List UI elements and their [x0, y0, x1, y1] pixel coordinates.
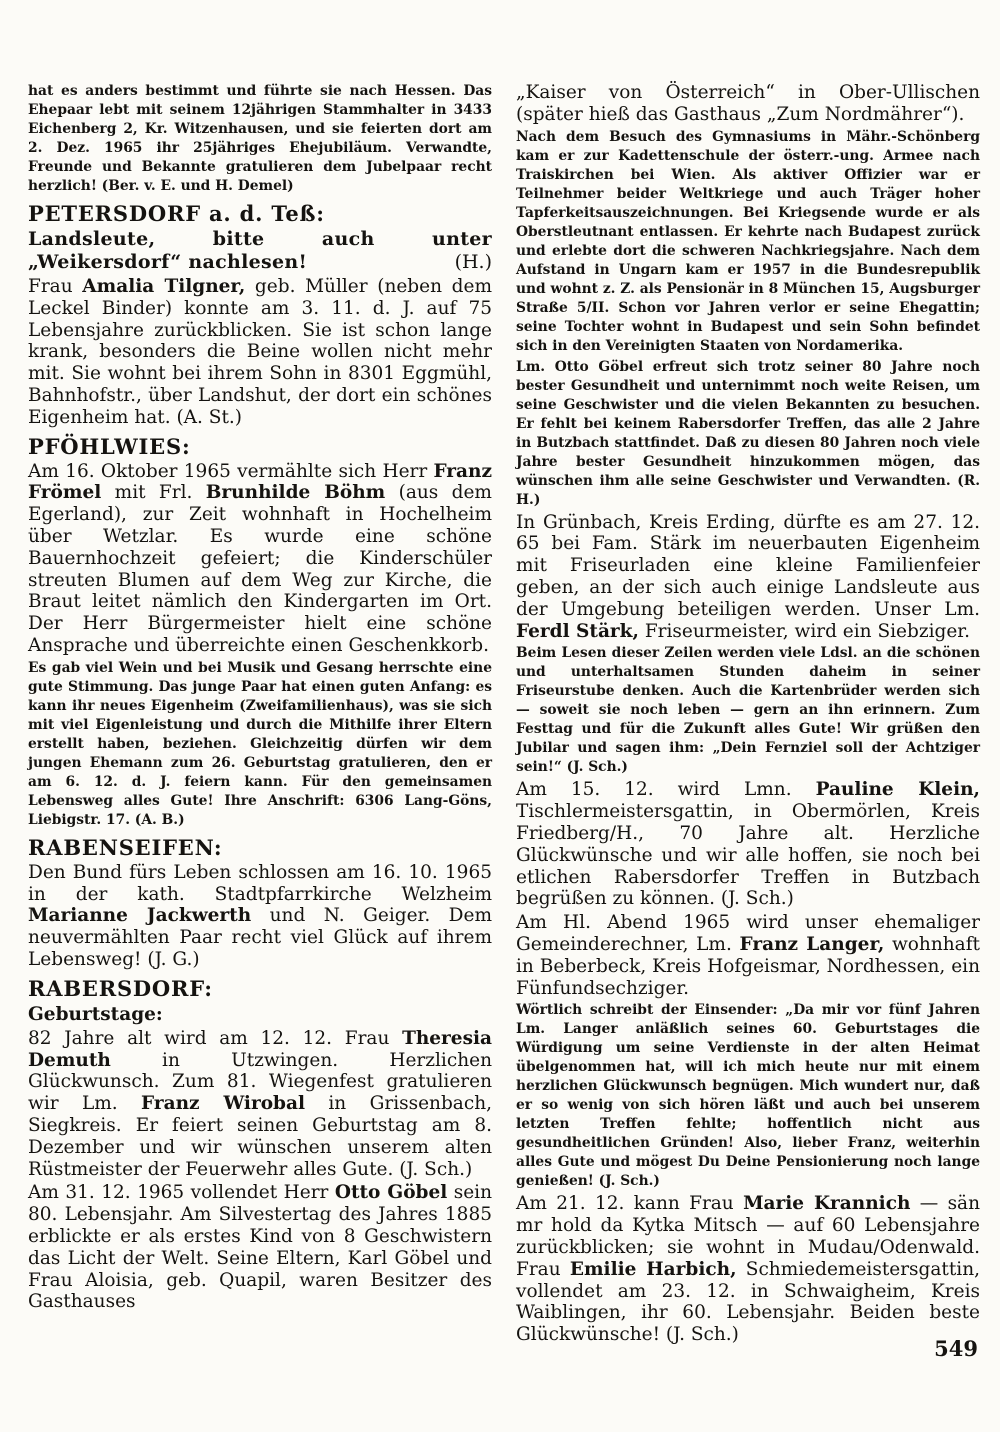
left-column — [28, 82, 492, 1348]
continuation-paragraph: hat es anders bestimmt und führte sie nach Hessen. Das Ehepaar lebt mit seinem 12jährigen Stammhalter in 3433 Eichenberg 2, Kr. Witzenhausen, und sie feierten dort am 2. Dez. 1965 ihr 25jähriges Ehejubiläum. Verwandte, Freunde und Bekannte gratulieren dem Jubelpaar recht herzlich! (Ber. v. E. und H. Demel) — [28, 83, 492, 194]
goebel-continuation: „Kaiser von Österreich“ in Ober-Ullischen (später hieß das Gasthaus „Zum Nordmährer“). — [516, 82, 980, 125]
right-column — [516, 82, 980, 1348]
staerk-details: Beim Lesen dieser Zeilen werden viele Ldsl. an die schönen und unterhaltsamen Stunden daheim in seiner Friseurstube denken. Auch die Kartenbrüder werden sich — soweit sie noch leben — gern an ihn erinnern. Zum Festtag und für die Zukunft alles Gute! Wir grüßen den Jubilar und sagen ihm: „Dein Fernziel soll der Achtziger sein!“ (J. Sch.) — [516, 645, 980, 776]
petersdorf-note: Landsleute, bitte auch unter „Weikersdorf“ nachlesen! (H.) — [28, 228, 492, 273]
goebel-health: Lm. Otto Göbel erfreut sich trotz seiner 80 Jahre noch bester Gesundheit und unternimmt noch weite Reisen, um seine Geschwister und die vielen Bekannten zu besuchen. Er fehlt bei keinem Rabersdorfer Treffen, das alle 2 Jahre in Butzbach stattfindet. Daß zu diesen 80 Jahren noch viele Jahre bester Gesundheit hinzukommen mögen, das wünschen ihm alle seine Geschwister und Verwandten. (R. H.) — [516, 358, 980, 508]
rabersdorf-birthdays: 82 Jahre alt wird am 12. 12. Frau Theresia Demuth in Utzwingen. Herzlichen Glückwunsch. Zum 81. Wiegenfest gratulieren wir Lm. Franz Wirobal in Grissenbach, Siegkreis. Er feiert seinen Geburtstag am 8. Dezember und wir wünschen unserem alten Rüstmeister der Feuerwehr alles Gute. (J. Sch.) — [28, 1027, 492, 1180]
page-number: 549 — [934, 1336, 978, 1361]
heading-rabenseifen: RABENSEIFEN: — [28, 834, 223, 860]
pfoehlwies-wedding: Am 16. Oktober 1965 vermählte sich Herr Franz Frömel mit Frl. Brunhilde Böhm (aus dem Egerland), zur Zeit wohnhaft in Hochelheim über Wetzlar. Es wurde eine schöne Bauernhochzeit gefeiert; die Kinderschüler streuten Blumen auf dem Weg zur Kirche, die Braut leitet nämlich den Kindergarten im Ort. Der Herr Bürgermeister hielt eine schöne Ansprache und überreichte einen Geschenkkorb. — [28, 460, 492, 656]
goebel-biography: Nach dem Besuch des Gymnasiums in Mähr.-Schönberg kam er zur Kadettenschule der österr.-ung. Armee nach Traiskirchen bei Wien. Als aktiver Offizier war er Teilnehmer beider Weltkriege und auch Träger hoher Tapferkeitsauszeichnungen. Bei Kriegsende wurde er als Oberstleutnant entlassen. Er kehrte nach Budapest zurück und erlebte dort die schweren Nachkriegsjahre. Nach dem Aufstand in Ungarn kam er 1957 in die Bundesrepublik und wohnt z. Z. als Pensionär in 8 München 15, Augsburger Straße 5/II. Schon vor Jahren verlor er seine Ehegattin; seine Tochter wohnt in Budapest und sein Sohn befindet sich in den Vereinigten Staaten von Nordamerika. — [516, 128, 980, 354]
pfoehlwies-details: Es gab viel Wein und bei Musik und Gesang herrschte eine gute Stimmung. Das junge Paar hat einen guten Anfang: es kann ihr neues Eigenheim (Zweifamilienhaus), was sie sich mit viel Eigenleistung und durch die Mithilfe ihrer Eltern erstellt haben, beziehen. Gleichzeitig dürfen wir dem jungen Ehemann zum 26. Geburtstag gratulieren, den er am 6. 12. d. J. feiern kann. Für den gemeinsamen Lebensweg alles Gute! Ihre Anschrift: 6306 Lang-Göns, Liebigstr. 17. (A. B.) — [28, 659, 492, 828]
langer-birthday: Am Hl. Abend 1965 wird unser ehemaliger Gemeinderechner, Lm. Franz Langer, wohnhaft in Beberbeck, Kreis Hofgeismar, Nordhessen, ein Fünfundsechziger. — [516, 912, 980, 999]
heading-petersdorf: PETERSDORF a. d. Teß: — [28, 201, 325, 226]
langer-details: Wörtlich schreibt der Einsender: „Da mir vor fünf Jahren Lm. Langer anläßlich seines 60. Geburtstages die Würdigung um seine Verdienste in der alten Heimat übelgenommen hat, will ich mich heute nur mit einem herzlichen Glückwunsch begnügen. Mich wundert nur, daß er so wenig von sich hören läßt und auch bei unserem letzten Treffen fehlte; hoffentlich nicht aus gesundheitlichen Gründen! Also, lieber Franz, weiterhin alles Gute und mögest Du Deine Pensionierung noch lange genießen! (J. Sch.) — [516, 1002, 980, 1190]
rabenseifen-wedding: Den Bund fürs Leben schlossen am 16. 10. 1965 in der kath. Stadtpfarrkirche Welzheim Marianne Jackwerth und N. Geiger. Dem neuvermählten Paar recht viel Glück auf ihrem Lebensweg! (J. G.) — [28, 861, 493, 970]
subheading-geburtstage: Geburtstage: — [28, 1003, 163, 1025]
heading-pfoehlwies: PFÖHLWIES: — [28, 433, 191, 459]
correspondent-initials: (H.) — [454, 251, 492, 273]
krannich-harbich-birthdays: Am 21. 12. kann Frau Marie Krannich — sän mr hold da Kytka Mitsch — auf 60 Lebensjahre zurückblicken; sie wohnt in Mudau/Odenwald. Frau Emilie Harbich, Schmiedemeistersgattin, vollendet am 23. 12. in Schwaigheim, Kreis Waiblingen, ihr 60. Lebensjahr. Beiden beste Glückwünsche! (J. Sch.) — [516, 1193, 981, 1346]
rabersdorf-goebel: Am 31. 12. 1965 vollendet Herr Otto Göbel sein 80. Lebensjahr. Am Silvestertag des Jahres 1885 erblickte er als erstes Kind von 8 Geschwistern das Licht der Welt. Seine Eltern, Karl Göbel und Frau Aloisia, geb. Quapil, waren Besitzer des Gasthauses — [28, 1182, 493, 1313]
heading-rabersdorf: RABERSDORF: — [28, 975, 213, 1001]
staerk-birthday: In Grünbach, Kreis Erding, dürfte es am 27. 12. 65 bei Fam. Stärk im neuerbauten Eigenheim mit Friseurladen eine kleine Familienfeier geben, an der sich auch einige Landsleute aus der Umgebung beteiligen werden. Unser Lm. Ferdl Stärk, Friseurmeister, wird ein Siebziger. — [516, 511, 980, 642]
klein-birthday: Am 15. 12. wird Lmn. Pauline Klein, Tischlermeistersgattin, in Obermörlen, Kreis Friedberg/H., 70 Jahre alt. Herzliche Glückwünsche und wir alle hoffen, sie noch bei etlichen Rabersdorfer Treffen in Butzbach begrüßen zu können. (J. Sch.) — [516, 779, 980, 910]
petersdorf-tilgner: Frau Amalia Tilgner, geb. Müller (neben dem Leckel Binder) konnte am 3. 11. d. J. auf 75 Lebensjahre zurückblicken. Sie ist schon lange krank, besonders die Beine wollen nicht mehr mit. Sie wohnt bei ihrem Sohn in 8301 Eggmühl, Bahnhofstr., über Landshut, der dort ein schönes Eigenheim hat. (A. St.) — [28, 276, 492, 428]
